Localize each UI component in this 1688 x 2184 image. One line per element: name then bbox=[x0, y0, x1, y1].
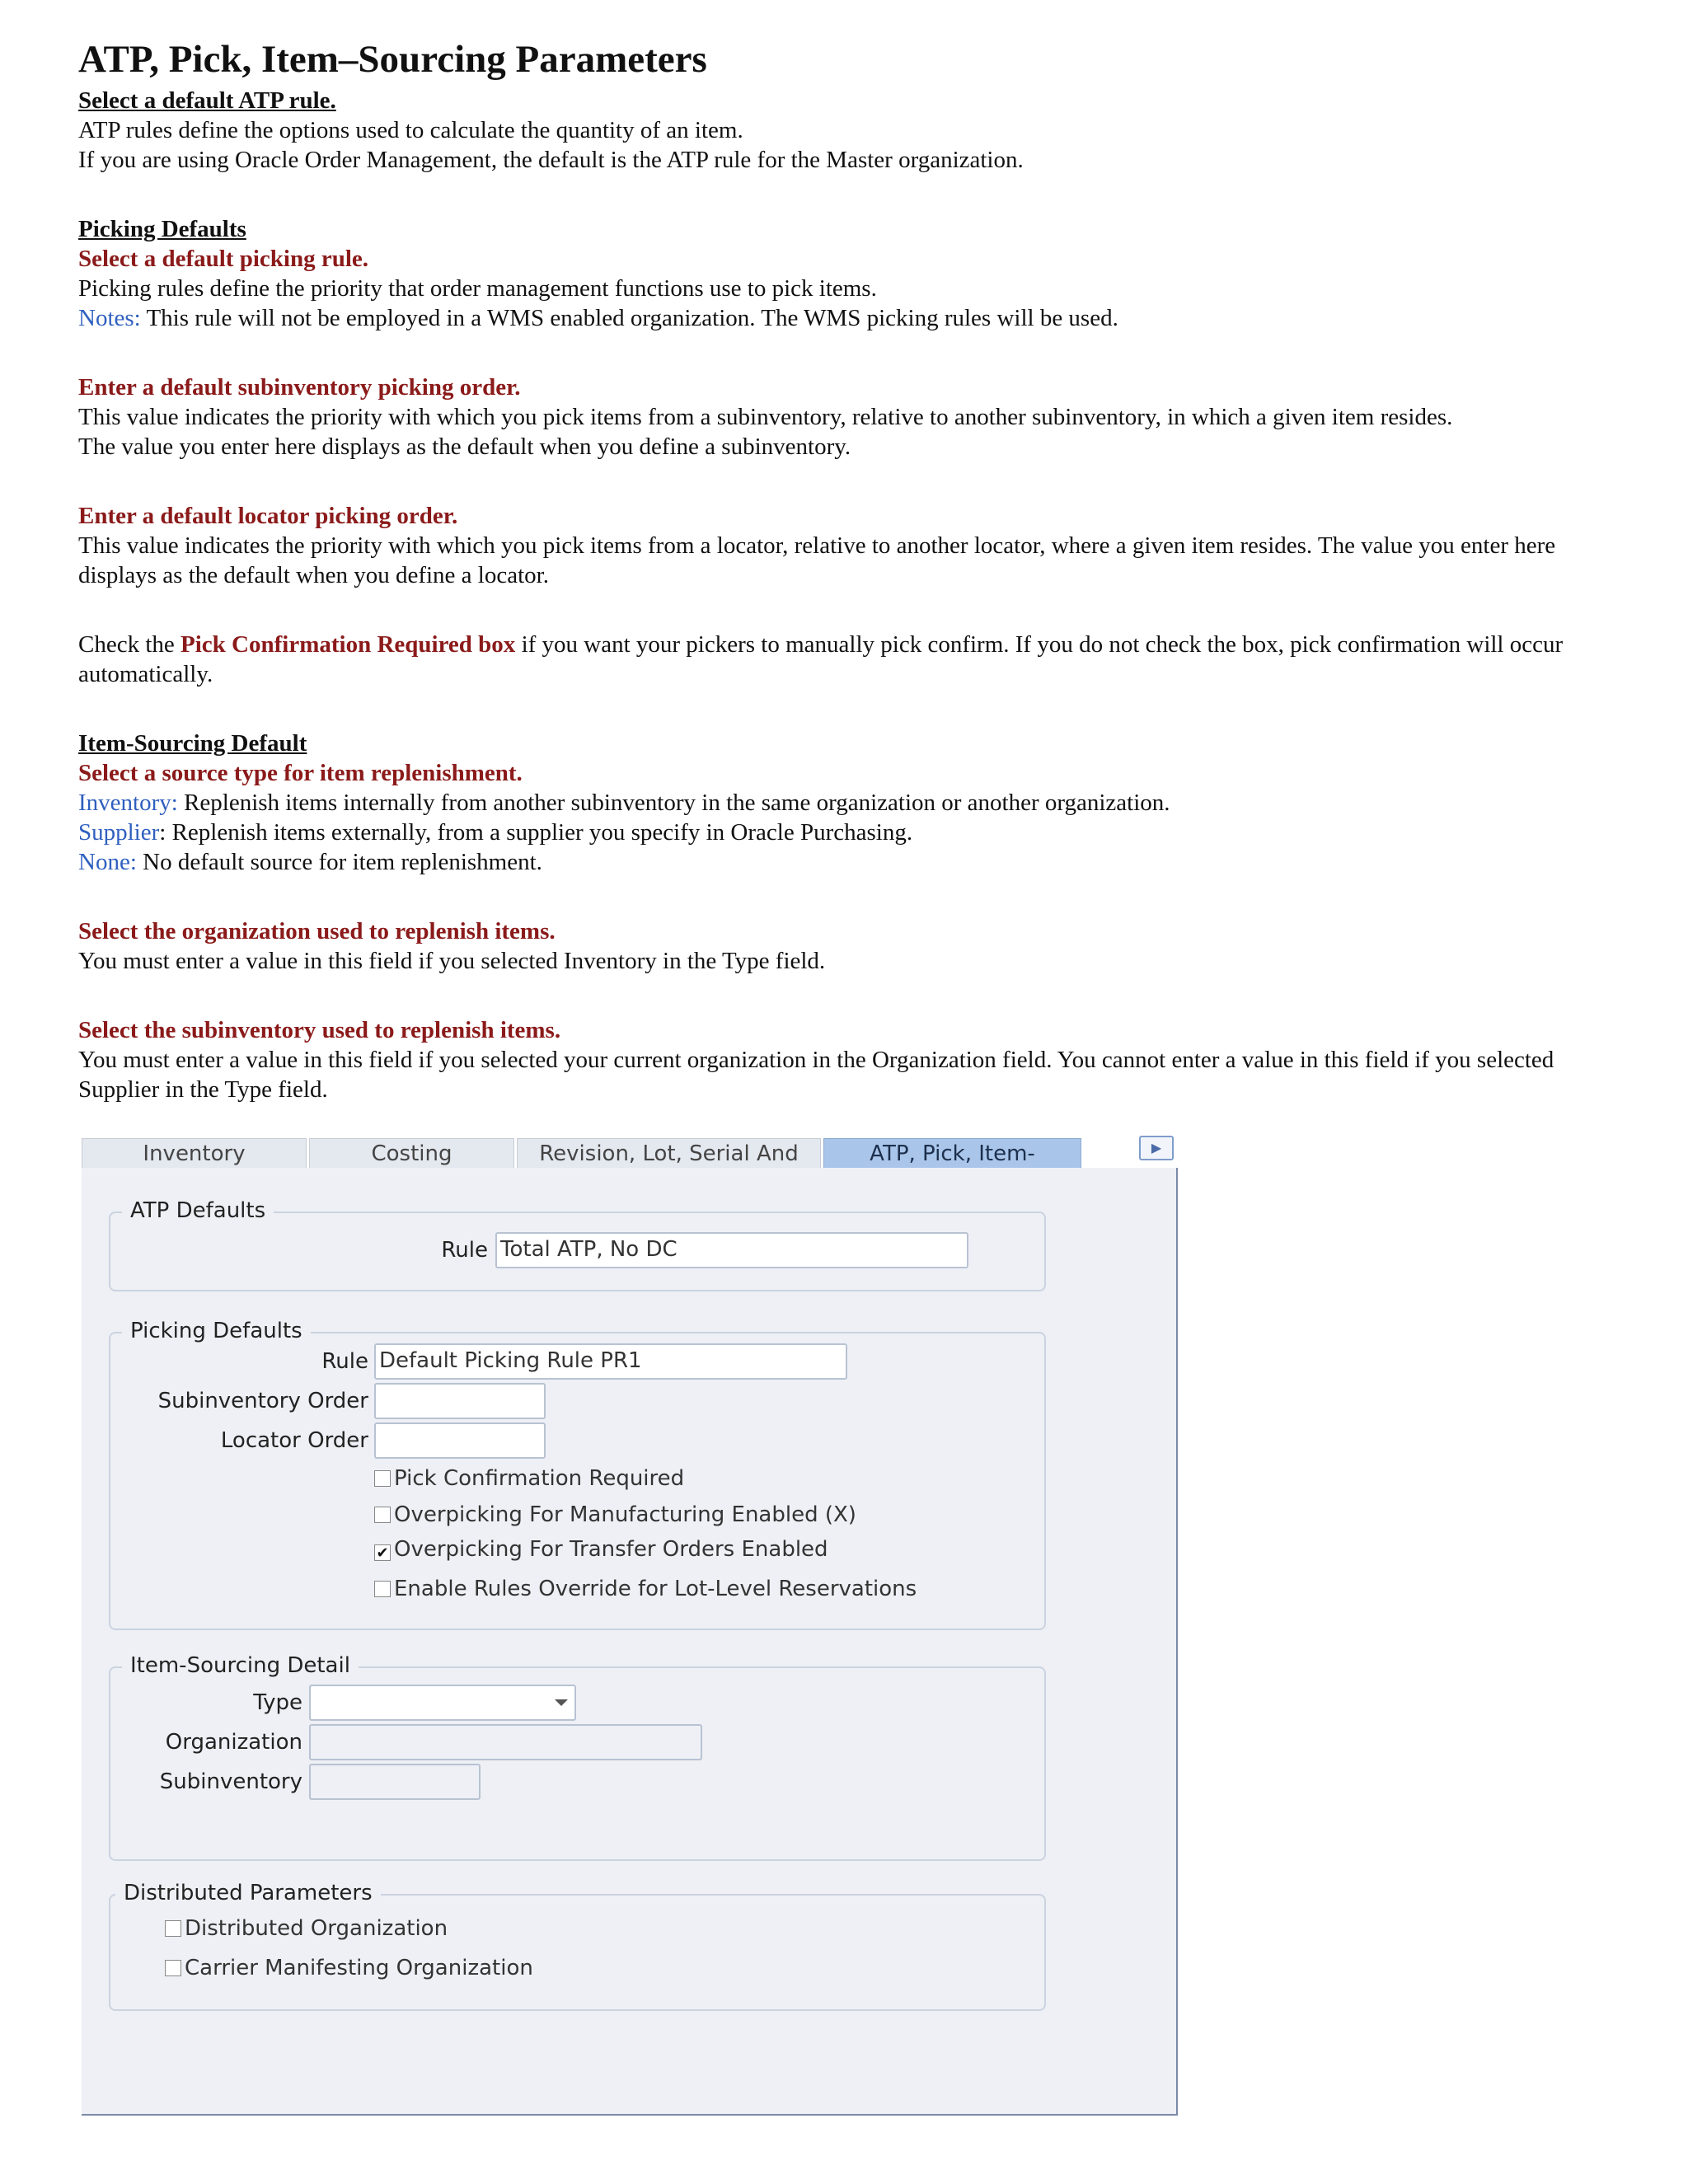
subinventory-order-heading: Enter a default subinventory picking order. bbox=[78, 374, 521, 401]
organization-heading: Select the organization used to replenish items. bbox=[78, 918, 556, 944]
supplier-text: : Replenish items externally, from a supplier you specify in Oracle Purchasing. bbox=[159, 819, 913, 846]
type-label: Type bbox=[253, 1690, 302, 1715]
notes-text: This rule will not be employed in a WMS enabled organization. The WMS picking rules will be used. bbox=[140, 305, 1118, 331]
atp-text-line-1: ATP rules define the options used to calculate the quantity of an item. bbox=[78, 117, 743, 143]
locator-order-field[interactable] bbox=[374, 1422, 546, 1459]
distributed-organization-checkbox-label: Distributed Organization bbox=[185, 1916, 448, 1941]
pick-confirmation-line-2: automatically. bbox=[78, 661, 213, 687]
supplier-label: Supplier bbox=[78, 819, 160, 846]
atp-rule-field[interactable]: Total ATP, No DC bbox=[495, 1232, 968, 1268]
locator-text-line-2: displays as the default when you define a locator. bbox=[78, 562, 549, 588]
carrier-manifesting-checkbox-label: Carrier Manifesting Organization bbox=[185, 1956, 533, 1980]
tab-scroll-right-icon[interactable]: ▶ bbox=[1139, 1136, 1174, 1160]
tab-panel bbox=[82, 1168, 1178, 2116]
atp-heading: Select a default ATP rule. bbox=[78, 87, 336, 114]
subinventory-label: Subinventory bbox=[159, 1769, 302, 1794]
picking-rule-text: Picking rules define the priority that order management functions use to pick items. bbox=[78, 275, 877, 302]
pick-confirmation-checkbox-box[interactable] bbox=[374, 1470, 391, 1487]
check-suffix: if you want your pickers to manually pick confirm. If you do not check the box, pick confirmation will occur bbox=[515, 631, 1564, 658]
carrier-manifesting-checkbox-box[interactable] bbox=[165, 1960, 181, 1976]
type-dropdown[interactable] bbox=[309, 1685, 576, 1721]
atp-defaults-title: ATP Defaults bbox=[122, 1198, 274, 1223]
sourcing-section-heading: Item-Sourcing Default bbox=[78, 730, 307, 757]
overpicking-manufacturing-checkbox-label: Overpicking For Manufacturing Enabled (X) bbox=[394, 1502, 856, 1527]
rules-override-checkbox-box[interactable] bbox=[374, 1581, 391, 1597]
none-text: No default source for item replenishment. bbox=[136, 849, 542, 875]
distributed-parameters-title: Distributed Parameters bbox=[115, 1881, 381, 1905]
organization-parameters-form bbox=[82, 1135, 1192, 2121]
tab-costing-information[interactable]: Costing bbox=[309, 1138, 514, 1168]
none-label: None: bbox=[78, 849, 137, 875]
picking-rule-field[interactable]: Default Picking Rule PR1 bbox=[374, 1343, 847, 1380]
overpicking-manufacturing-checkbox-box[interactable] bbox=[374, 1507, 391, 1523]
chevron-down-icon bbox=[555, 1699, 568, 1706]
subinventory-replenish-line-1: You must enter a value in this field if you selected your current organization in the Organization field. You cannot enter a value in this field if you selected bbox=[78, 1047, 1554, 1073]
inventory-label: Inventory: bbox=[78, 790, 178, 816]
rules-override-checkbox[interactable] bbox=[374, 1577, 917, 1601]
inventory-text: Replenish items internally from another subinventory in the same organization or another organization. bbox=[177, 790, 1170, 816]
tab-revision-lot-serial-lpn[interactable]: Revision, Lot, Serial And bbox=[517, 1138, 821, 1168]
picking-rule-label: Rule bbox=[321, 1349, 368, 1374]
locator-order-label: Locator Order bbox=[220, 1428, 368, 1453]
subinventory-order-label: Subinventory Order bbox=[157, 1389, 368, 1413]
pick-confirmation-paragraph bbox=[78, 630, 1628, 659]
item-sourcing-title: Item-Sourcing Detail bbox=[122, 1653, 359, 1678]
organization-field[interactable] bbox=[309, 1724, 702, 1760]
page-title: ATP, Pick, Item–Sourcing Parameters bbox=[78, 38, 707, 81]
pick-confirmation-checkbox[interactable] bbox=[374, 1466, 684, 1491]
source-type-heading: Select a source type for item replenishment. bbox=[78, 760, 523, 786]
atp-defaults-group bbox=[109, 1198, 1046, 1291]
tab-bar bbox=[82, 1135, 1192, 1168]
distributed-organization-checkbox-box[interactable] bbox=[165, 1920, 181, 1937]
locator-order-heading: Enter a default locator picking order. bbox=[78, 503, 458, 529]
subinventory-text-line-1: This value indicates the priority with which you pick items from a subinventory, relative to another subinventory, in which a given item resides. bbox=[78, 404, 1453, 430]
inventory-line bbox=[78, 788, 1628, 818]
notes-line bbox=[78, 303, 1628, 333]
locator-text-line-1: This value indicates the priority with which you pick items from a locator, relative to another locator, where a given item resides. The value you enter here bbox=[78, 532, 1556, 559]
picking-defaults-title: Picking Defaults bbox=[122, 1319, 311, 1343]
subinventory-field[interactable] bbox=[309, 1764, 481, 1800]
item-sourcing-group bbox=[109, 1653, 1046, 1861]
organization-label: Organization bbox=[165, 1730, 302, 1755]
carrier-manifesting-checkbox[interactable] bbox=[165, 1956, 533, 1980]
check-bold-term: Pick Confirmation Required box bbox=[181, 631, 516, 658]
tab-atp-pick-item-sourcing[interactable]: ATP, Pick, Item- bbox=[823, 1138, 1081, 1168]
subinventory-order-field[interactable] bbox=[374, 1383, 546, 1419]
atp-text-line-2: If you are using Oracle Order Management, the default is the ATP rule for the Master organization. bbox=[78, 147, 1024, 173]
none-line bbox=[78, 847, 1628, 877]
notes-label: Notes: bbox=[78, 305, 141, 331]
overpicking-manufacturing-checkbox[interactable] bbox=[374, 1502, 856, 1527]
overpicking-transfer-checkbox-box[interactable]: ✔ bbox=[374, 1544, 391, 1561]
picking-section-heading: Picking Defaults bbox=[78, 216, 246, 242]
subinventory-replenish-line-2: Supplier in the Type field. bbox=[78, 1076, 328, 1103]
atp-rule-label: Rule bbox=[441, 1238, 488, 1263]
overpicking-transfer-checkbox-label: Overpicking For Transfer Orders Enabled bbox=[394, 1537, 828, 1562]
picking-rule-heading: Select a default picking rule. bbox=[78, 246, 369, 272]
pick-confirmation-checkbox-label: Pick Confirmation Required bbox=[394, 1466, 685, 1491]
subinventory-heading: Select the subinventory used to replenish items. bbox=[78, 1017, 561, 1043]
overpicking-transfer-checkbox[interactable] bbox=[374, 1537, 828, 1562]
check-prefix: Check the bbox=[78, 631, 181, 658]
rules-override-checkbox-label: Enable Rules Override for Lot-Level Reservations bbox=[394, 1577, 917, 1601]
picking-defaults-group bbox=[109, 1319, 1046, 1630]
subinventory-text-line-2: The value you enter here displays as the default when you define a subinventory. bbox=[78, 434, 851, 460]
distributed-organization-checkbox[interactable] bbox=[165, 1916, 448, 1941]
distributed-parameters-group bbox=[109, 1881, 1046, 2011]
document-body bbox=[78, 33, 1628, 1104]
organization-text: You must enter a value in this field if you selected Inventory in the Type field. bbox=[78, 948, 826, 974]
supplier-line bbox=[78, 818, 1628, 847]
tab-inventory-parameters[interactable]: Inventory bbox=[82, 1138, 307, 1168]
